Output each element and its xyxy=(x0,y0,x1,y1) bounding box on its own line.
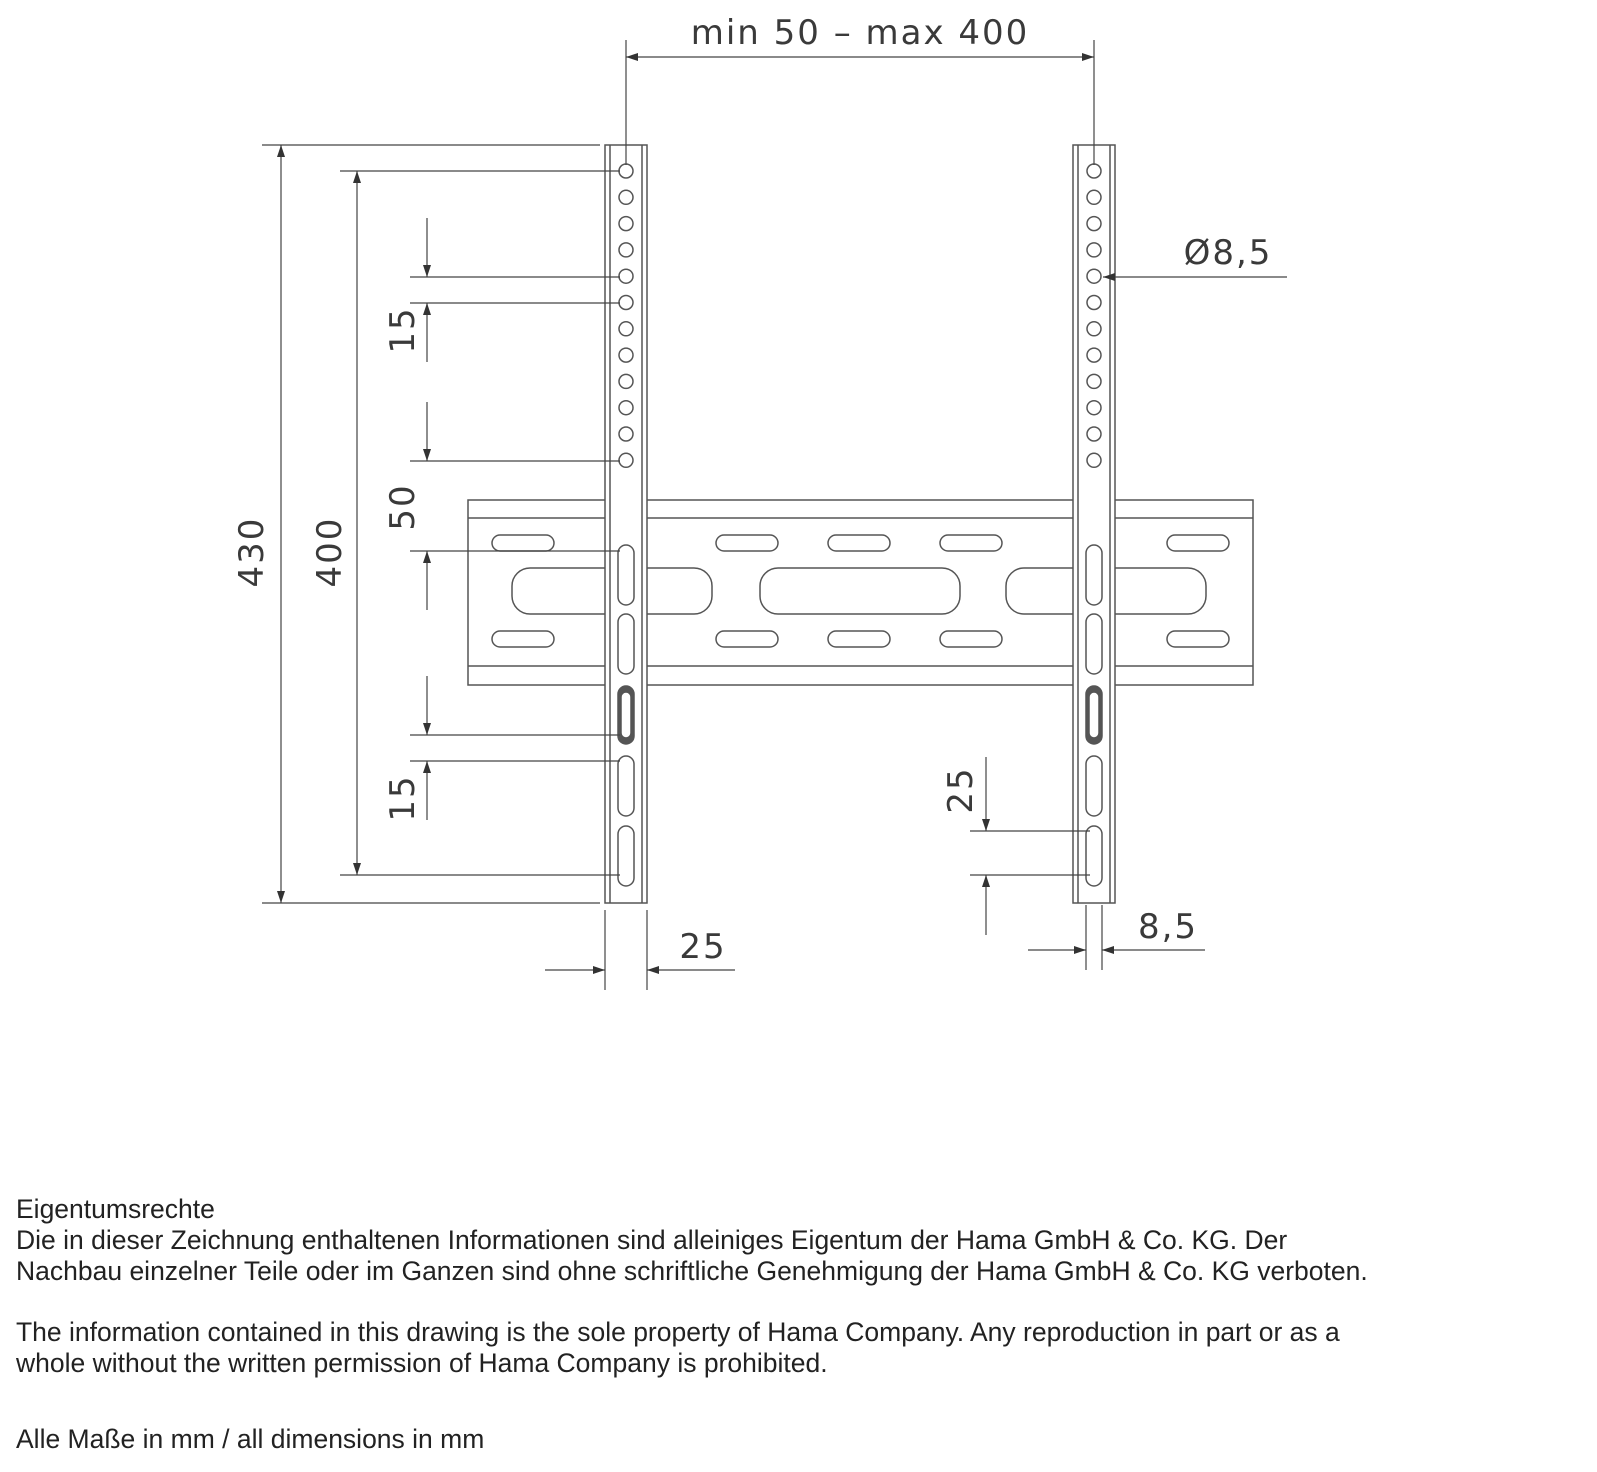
hole-pitch-top-label: 15 xyxy=(383,306,423,354)
copyright-notes xyxy=(16,1194,1586,1455)
english-notice-line-2: whole without the written permission of Hama Company is prohibited. xyxy=(16,1348,828,1378)
bracket-offset-label: 50 xyxy=(383,483,423,531)
left-mounting-arm xyxy=(605,145,647,903)
english-notice-line-1: The information contained in this drawing is the sole property of Hama Company. Any reproduction in part or as a xyxy=(16,1317,1340,1347)
total-height-label: 430 xyxy=(232,516,272,588)
wall-rail xyxy=(468,500,1253,685)
slot-pitch-bottom-label: 15 xyxy=(383,774,423,822)
slot-width-label: 8,5 xyxy=(1137,907,1199,947)
span-dimension-label: min 50 – max 400 xyxy=(690,13,1030,53)
slot-length-label: 25 xyxy=(941,766,981,814)
right-mounting-arm xyxy=(1073,145,1115,903)
units-note: Alle Maße in mm / all dimensions in mm xyxy=(16,1424,485,1454)
german-notice-line-2: Nachbau einzelner Teile oder im Ganzen sind ohne schriftliche Genehmigung der Hama GmbH & Co. KG verboten. xyxy=(16,1256,1368,1286)
hole-diameter-label: Ø8,5 xyxy=(1183,233,1273,273)
hole-span-label: 400 xyxy=(310,516,350,588)
german-notice-line-1: Die in dieser Zeichnung enthaltenen Informationen sind alleiniges Eigentum der Hama GmbH & Co. KG. Der xyxy=(16,1225,1288,1255)
notes-heading: Eigentumsrechte xyxy=(16,1194,215,1224)
arm-width-label: 25 xyxy=(679,927,727,967)
